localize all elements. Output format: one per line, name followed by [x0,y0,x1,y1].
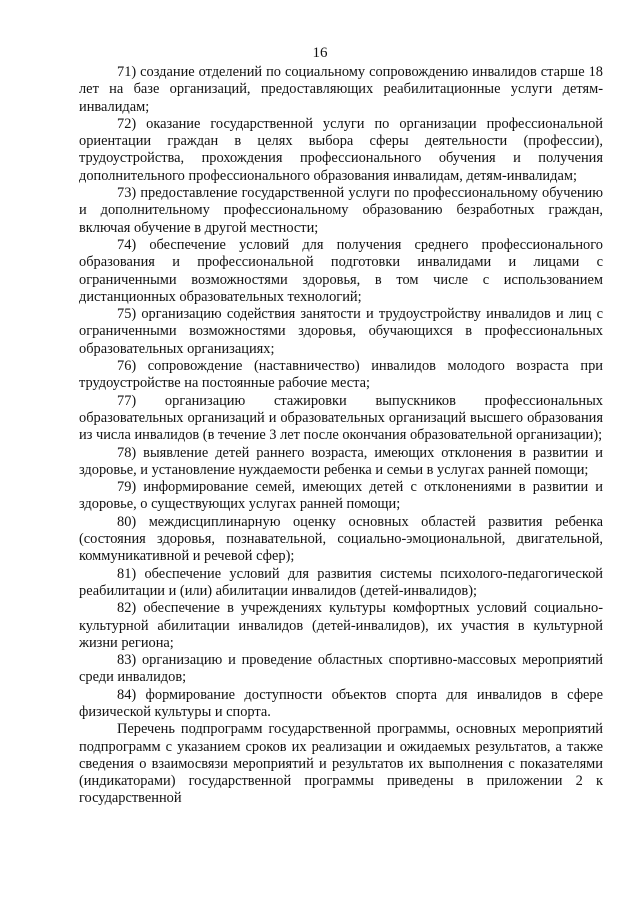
page-number: 16 [312,45,328,61]
list-item-73: 73) предоставление государственной услуги по профессиональному обучению и дополнительному профессиональному образованию безработных граждан, включая обучение в другой местности; [79,185,603,236]
list-item-82: 82) обеспечение в учреждениях культуры комфортных условий социально-культурной абилитации инвалидов (детей-инвалидов), их участия в культурной жизни региона; [79,600,603,651]
list-item-84: 84) формирование доступности объектов спорта для инвалидов в сфере физической культуры и спорта. [79,686,603,720]
list-item-71: 71) создание отделений по социальному сопровождению инвалидов старше 18 лет на базе организаций, предоставляющих реабилитационные услуги детям-инвалидам; [79,64,603,115]
document-body [79,64,603,808]
list-item-78: 78) выявление детей раннего возраста, имеющих отклонения в развитии и здоровье, и установление нуждаемости ребенка и семьи в услугах ранней помощи; [79,444,603,478]
list-item-76: 76) сопровождение (наставничество) инвалидов молодого возраста при трудоустройстве на постоянные рабочие места; [79,358,603,392]
list-item-81: 81) обеспечение условий для развития системы психолого-педагогической реабилитации и (или) абилитации инвалидов (детей-инвалидов); [79,565,603,599]
closing-paragraph: Перечень подпрограмм государственной программы, основных мероприятий подпрограмм с указанием сроков их реализации и ожидаемых результатов, а также сведения о взаимосвязи мероприятий и результатов их выполнения с показателями (индикаторами) государственной программы приведены в приложении 2 к государственной [79,721,603,807]
list-item-83: 83) организацию и проведение областных спортивно-массовых мероприятий среди инвалидов; [79,652,603,686]
list-item-75: 75) организацию содействия занятости и трудоустройству инвалидов и лиц с ограниченными возможностями здоровья, обучающихся в профессиональных образовательных организациях; [79,306,603,357]
list-item-72: 72) оказание государственной услуги по организации профессиональной ориентации граждан в целях выбора сферы деятельности (профессии), трудоустройства, прохождения профессионального обучения и получения дополнительного профессионального образования инвалидам, детям-инвалидам; [79,115,603,184]
list-item-77: 77) организацию стажировки выпускников профессиональных образовательных организаций и образовательных организаций высшего образования из числа инвалидов (в течение 3 лет после окончания образовательной организации); [79,392,603,444]
list-item-80: 80) междисциплинарную оценку основных областей развития ребенка (состояния здоровья, познавательной, социально-эмоциональной, двигательной, коммуникативной и речевой сфер); [79,513,603,565]
list-item-79: 79) информирование семей, имеющих детей с отклонениями в развитии и здоровье, о существующих услугах ранней помощи; [79,479,603,513]
list-item-74: 74) обеспечение условий для получения среднего профессионального образования и профессиональной подготовки инвалидами и лицами с ограниченными возможностями здоровья, в том числе с использованием дистанционных образовательных технологий; [79,236,603,305]
